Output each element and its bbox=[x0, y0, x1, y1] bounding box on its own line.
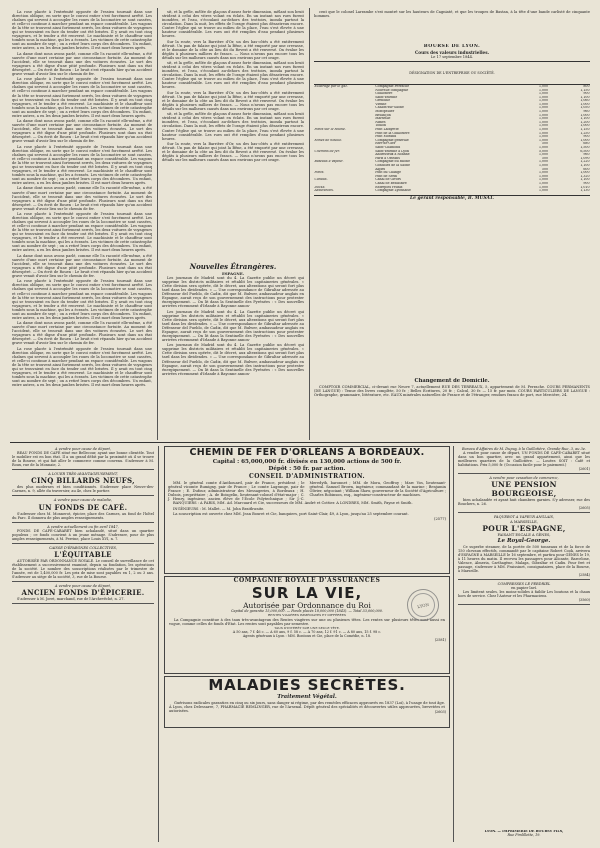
column-rule bbox=[453, 446, 454, 842]
row-category: Chemins de fer. bbox=[314, 149, 340, 153]
ad-title: COMPRESSES LE PERDRIEL bbox=[497, 581, 551, 586]
column-rule bbox=[158, 446, 159, 842]
row-price: 1,150 bbox=[580, 128, 590, 132]
section-rule bbox=[10, 442, 590, 443]
ad-title: CAISSE D'ÉPARGNES COLLECTIVES, bbox=[48, 545, 118, 550]
exchange-row bbox=[314, 189, 590, 193]
row-nominal: 1,000 bbox=[538, 110, 549, 114]
row-price: 1,000 bbox=[580, 102, 590, 106]
foreign-news-subhead: ESPAGNE. bbox=[221, 271, 245, 276]
row-company: Pont Morand bbox=[375, 135, 397, 139]
ad-number: (2601) bbox=[578, 467, 590, 472]
row-price: 900 bbox=[583, 92, 590, 96]
left-advertisements bbox=[12, 446, 154, 842]
article-column-3 bbox=[314, 10, 590, 34]
row-price: 680 bbox=[583, 142, 590, 146]
row-price: 6,500 bbox=[580, 149, 590, 153]
article-text: Les journaux de Madrid sont du 4. La Gazette publie un décret qui supprime les districts militaires et rétablit les capitaineries générales. « Cette division sera opérée, dit le décret, aux alterations qui seront fort plus tard dans les dividendes. » — Une correspondance de Gibraltar adressée au Défenseur del Pueblo, de Cadix, dit que M. Bulwer, ambassadeur anglais en Espagne, aurait reçu de son gouvernement des instructions pour protester énergiquement. — On lit dans la Sentinelle des Pyrénées : « Des nouvelles arrivées récemment d'Irlande à Bayonne annon- bbox=[162, 276, 304, 309]
insurance-advertisement bbox=[164, 576, 450, 674]
row-company: Canal de Beaucaire bbox=[375, 181, 407, 185]
exchange-rows bbox=[314, 85, 590, 193]
ad-title: A vendre pour cause de départ, bbox=[55, 447, 111, 451]
ad-subtitle: A MARSEILLE, bbox=[510, 519, 538, 524]
row-nominal: 1,000 bbox=[538, 146, 549, 149]
row-price: 1,320 bbox=[580, 174, 590, 178]
insurance-text: La Compagnie constitue à des taux très-avantageux des Rentes viagères sur une ou plusieurs têtes. Les rentes sur plusieurs têtes sont aussi en vogue, comme celles de fonds d'Etat. Les rentes sont payables par semestre. bbox=[169, 617, 445, 626]
insurance-title: SUR LA VIE, bbox=[251, 584, 363, 602]
row-price: 1,200 bbox=[580, 120, 590, 124]
row-nominal: 1,000 bbox=[538, 160, 549, 164]
column-rule bbox=[309, 8, 310, 440]
ad-text: S'adresser chez M. Monnerot, épicier, place des Carmes, au fond de l'hôtel du Parc. Il donnera de plus amples renseignements. bbox=[12, 511, 154, 520]
row-nominal: 1,000 bbox=[538, 181, 549, 185]
stamp-label: LYON bbox=[409, 591, 437, 619]
bankers: BANQUIERS : A PARIS, MM. Ad. Marcuard et Cie, successeurs de MM. André et Cottier. A LONDRES, MM. Smith, Payne et Smith. bbox=[173, 501, 413, 506]
row-company: Montpellier bbox=[375, 110, 395, 114]
row-nominal: 1,000 bbox=[538, 185, 549, 189]
advertisement bbox=[458, 446, 590, 474]
row-price: 1,000 bbox=[580, 171, 590, 175]
exchange-subtitle: Cours des valeurs industrielles. bbox=[414, 49, 490, 55]
rates-title: TAUX D'INTÉRÊT SUR UNE SEULE TÊTE. bbox=[274, 626, 340, 631]
medical-text: Guérisons radicales garanties en cinq ou six jours, sans danger ni régime, par des remèdes efficaces approuvés en 1837 (Loi), à l'usage de tout âge. À Lyon, chez Delessarre, 7, PHARMACIE REMLINGER, rue de l'Arsenal. Dépôt général des spécialités et découvertes utiles approuvées, brevetées et autorisées. bbox=[169, 701, 445, 714]
ad-subtitle: en papier laví. bbox=[510, 585, 538, 590]
row-company: Andrézieux à Roanne bbox=[375, 153, 410, 157]
row-nominal: 5,000 bbox=[538, 149, 549, 153]
row-nominal: 1,000 bbox=[538, 88, 549, 92]
row-nominal: 1,000 bbox=[538, 106, 549, 110]
rates: A 50 ans, 7 f. 46 c. — A 60 ans, 9 f. 58 c. — A 70 ans, 12 f. 91 c. — A 80 ans, 15 f. 98 c. bbox=[232, 630, 382, 635]
imprint-line-1: LYON. — IMPRIMERIE DE BOURSY FILS, bbox=[484, 830, 564, 833]
row-price: 1,100 bbox=[580, 178, 590, 182]
medical-subtitle: Traitement Végétal. bbox=[277, 694, 337, 700]
row-company: Canal de Givors bbox=[375, 178, 401, 182]
row-nominal: 1,000 bbox=[538, 163, 549, 167]
ad-headline: UN FONDS DE CAFÉ. bbox=[38, 502, 128, 512]
article-text: Sur la route, vers la Barrière d'Or, un des bas-côtés a été entièrement détruit. Un pan de falaise qui joint la Bêne, a été emporté par une crevasse, et le domaine de la côte au lieu dit du Revest a été renversé. On évalue les dégâts à plusieurs milliers de francs. — Nous n'avons pas encore tous les détails sur les malheurs causés dans nos environs par cet orage. bbox=[162, 90, 304, 111]
row-price: 960 bbox=[583, 153, 590, 157]
row-price: 960 bbox=[583, 110, 590, 114]
row-company: Guillotière bbox=[375, 92, 393, 96]
ad-headline: POUR L'ESPAGNE, bbox=[482, 524, 566, 534]
row-company: Vienne bbox=[375, 102, 387, 106]
row-nominal: 1,000 bbox=[538, 135, 549, 139]
row-category: Canaux. bbox=[314, 178, 328, 182]
article-text: sit, et la grêle, mêlée de glaçons d'assez forte dimension, mêlant son bruit strident à celui des vitres volant en éclats. En un instant nos rues furent inondées, et l'eau, s'écoulant au-dehors des trottoirs, inonda partout la circulation. Dans la nuit, les effets de l'orage étaient plus désastreux encore. Contre l'église qui se trouve au milieu de la place, l'eau s'est élevée à une hauteur considérable. Les rues ont été remplies d'eau pendant plusieurs heures. bbox=[162, 61, 304, 90]
row-company: Pont de Serin bbox=[375, 174, 398, 178]
ad-number: (2584) bbox=[578, 572, 590, 577]
article-text: La rose placée à l'extrémité opposée de l'essieu tournait dans une direction oblique, en sorte que le convoi entier s'est forcément arrêté. Les chaînes qui servent à accoupler les roues de la locomotive se sont cassées, et celle-ci continue à marcher pendant un espace considérable. Les wagons de la tête se trouvent ainsi fortement serrés, les deux voitures de voyageurs qui se trouvaient en face du tender ont été brisées. Il y avait en tout cinq voyageurs, et le tender a été renversé. Le machiniste et le chauffeur sont tombés sous la machine, qui les a écrasés. Les victimes de cette catastrophe sont au nombre de sept ; on a retiré leurs corps des décombres. Un enfant, entre autres, a eu les deux jambes brisées. Il est mort deux heures après. bbox=[12, 77, 152, 118]
article-text: La dame dont nous avons parlé, comme elle l'a raconté elle-même, a été sauvée d'une mort certaine par une circonstance fortuite. Au moment de l'accident, elle se trouvait dans une des voitures écrasées. Le sort des voyageurs a été digne d'une pitié profonde. Plusieurs sont dans un état désespéré. — On écrit de Rouen : Le bruit s'est répandu hier qu'un accident grave venait d'avoir lieu sur le chemin de fer. bbox=[12, 321, 152, 346]
row-price: 1,500 bbox=[580, 146, 590, 149]
insurance-agent: Agents généraux à Lyon : MM. Bontoux et Cie, place de la Comédie, n. 18. bbox=[242, 634, 372, 639]
advertisement bbox=[458, 581, 590, 606]
row-nominal: 1,000 bbox=[538, 128, 549, 132]
row-company: Gondoles de la Saône bbox=[375, 163, 411, 167]
row-price: 600 bbox=[583, 167, 590, 171]
row-price: 1,060 bbox=[580, 99, 590, 103]
row-nominal: 1,000 bbox=[538, 124, 549, 128]
advertisement bbox=[12, 446, 154, 470]
ad-number: (2581) bbox=[434, 637, 446, 642]
ad-text: Les limitent seules, les moins-solides à faiblir Les boutons et la chaux hors de service. Chez l'Auteur et les Pharmaciens. bbox=[458, 590, 590, 599]
row-company: Compagnie générale bbox=[375, 138, 409, 142]
stock-exchange-table bbox=[314, 44, 590, 370]
row-company: Pont de la Guillotière bbox=[375, 131, 410, 135]
ad-headline: UNE PENSION BOURGEOISE, bbox=[491, 480, 557, 499]
ad-number: (2577) bbox=[434, 517, 446, 522]
article-text: Les journaux de Madrid sont du 4. La Gazette publie un décret qui supprime les districts militaires et rétablit les capitaineries générales. « Cette division sera opérée, dit le décret, aux alterations qui seront fort plus tard dans les dividendes. » — Une correspondance de Gibraltar adressée au Défenseur del Pueblo, de Cadix, dit que M. Bulwer, ambassadeur anglais en Espagne, aurait reçu de son gouvernement des instructions pour protester énergiquement. — On lit dans la Sentinelle des Pyrénées : « Des nouvelles arrivées récemment d'Irlande à Bayonne annon- bbox=[162, 343, 304, 376]
row-company: Saint-Étienne bbox=[375, 95, 398, 99]
railway-capital: Capital : 65,000,000 fr. divisés en 130,000 actions de 500 fr. bbox=[212, 459, 402, 465]
domicile-title: Changement de Domicile. bbox=[414, 378, 490, 384]
council-heading: CONSEIL D'ADMINISTRATION. bbox=[249, 473, 365, 480]
ad-text: S'adresser à M. Joret, marchand, rue de l'Archevêché, n. 27. bbox=[17, 597, 125, 602]
ad-ship-name: Le Royal-George. bbox=[497, 537, 551, 544]
engineers: INGÉNIEURS : M. Mallet. — M. John Braithwaite. bbox=[173, 506, 265, 511]
ad-number: (3560) bbox=[578, 598, 590, 603]
ad-text: Ce superbe steamer, de la portée de 500 tonneaux et de la force de 150 chevaux effectifs, commandé par le capitaine Robert Cook, arrivera d'ESPAGNE à MARSEILLE le 16 septembre, et partira pour GÈNES le 19, à 11 heures du matin. Il recevra les passagers pour Alicante, Barcelone, Valence, Almeria, Carthagène, Malaga, Gibraltar et Cadix. Pour fret et passage, s'adresser à MM. Fraissinet, consignataires, place de la Bourse, à Marseille. bbox=[458, 544, 590, 573]
ad-text: FONDS DE CAFÉ-CABARET bien achalandé, situé dans un quartier populeux ; ce fonds convient à un jeune ménage. S'adresser, pour de plus amples renseignements, à M. Perrine, place Louis XVI, n. 7. bbox=[12, 528, 154, 541]
ad-headline: ANCIEN FONDS D'ÉPICERIE. bbox=[21, 588, 145, 598]
advertisement bbox=[12, 545, 154, 582]
row-company: Grenoble bbox=[375, 99, 391, 103]
article-text: Sur la route, vers la Barrière d'Or, un des bas-côtés a été entièrement détruit. Un pan de falaise qui joint la Bêne, a été emporté par une crevasse, et le domaine de la côte au lieu dit du Revest a été renversé. On évalue les dégâts à plusieurs milliers de francs. — Nous n'avons pas encore tous les détails sur les malheurs causés dans nos environs par cet orage. bbox=[162, 39, 304, 60]
row-company: Pont du Change bbox=[375, 171, 401, 175]
article-text: La dame dont nous avons parlé, comme elle l'a raconté elle-même, a été sauvée d'une mort certaine par une circonstance fortuite. Au moment de l'accident, elle se trouvait dans une des voitures écrasées. Le sort des voyageurs a été digne d'une pitié profonde. Plusieurs sont dans un état désespéré. — On écrit de Rouen : Le bruit s'est répandu hier qu'un accident grave venait d'avoir lieu sur le chemin de fer. bbox=[12, 186, 152, 211]
ad-title: A vendre pour cause de départ, bbox=[55, 584, 111, 589]
row-price: 1,050 bbox=[580, 106, 590, 110]
row-price: 1,130 bbox=[580, 189, 590, 193]
exchange-date: Le 17 septembre 1844. bbox=[430, 54, 474, 59]
row-nominal: 1,000 bbox=[538, 153, 549, 157]
row-price: 1,100 bbox=[580, 163, 590, 167]
advertisement bbox=[12, 497, 154, 522]
foreign-news-title: Nouvelles Étrangères. bbox=[189, 262, 277, 271]
row-price: 1,010 bbox=[580, 185, 590, 189]
row-price: 1,100 bbox=[580, 117, 590, 121]
row-price: 900 bbox=[583, 181, 590, 185]
article-text: La rose placée à l'extrémité opposée de l'essieu tournait dans une direction oblique, en sorte que le convoi entier s'est forcément arrêté. Les chaînes qui servent à accoupler les roues de la locomotive se sont cassées, et celle-ci continue à marcher pendant un espace considérable. Les wagons de la tête se trouvent ainsi fortement serrés, les deux voitures de voyageurs qui se trouvaient en face du tender ont été brisées. Il y avait en tout cinq voyageurs, et le tender a été renversé. Le machiniste et le chauffeur sont tombés sous la machine, qui les a écrasés. Les victimes de cette catastrophe sont au nombre de sept ; on a retiré leurs corps des décombres. Un enfant, entre autres, a eu les deux jambes brisées. Il est mort deux heures après. bbox=[12, 144, 152, 186]
medical-title: MALADIES SECRÈTES. bbox=[208, 676, 406, 694]
row-category: Bateaux à vapeur. bbox=[314, 160, 344, 164]
row-category: Docks. bbox=[314, 185, 326, 189]
ad-headline: CINQ BILLARDS NEUFS, bbox=[31, 476, 135, 486]
row-company: Saint-Étienne à Lyon bbox=[375, 149, 409, 153]
row-price: 1,000 bbox=[580, 113, 590, 117]
domicile-text: COMPTOIR COMMERCIAL, ci-devant rue Neuve 7, actuellement RUE DES TERREAUX, 5, appartement de M. Perrache. COURS PERMANENTS (DE LANGUE) : Tenue des livres complète, 50 fr. ; Belles Écritures, 20 fr. ; Calcul, 30 fr. — 15 fr. par mois. COURS PARTICULIERS DE LANGUE : Orthographe, grammaire, littérature, etc. EAUX minérales naturelles de France et de l'étranger, rendues franco de port, rue Mercière, 24. bbox=[314, 385, 590, 398]
insurance-company: COMPAGNIE ROYALE D'ASSURANCES bbox=[233, 577, 381, 584]
row-company: Nîmes bbox=[375, 120, 386, 124]
article-text: La dame dont nous avons parlé, comme elle l'a raconté elle-même, a été sauvée d'une mort certaine par une circonstance fortuite. Au moment de l'accident, elle se trouvait dans une des voitures écrasées. Le sort des voyageurs a été digne d'une pitié profonde. Plusieurs sont dans un état désespéré. — On écrit de Rouen : Le bruit s'est répandu hier qu'un accident grave venait d'avoir lieu sur le chemin de fer. bbox=[12, 51, 152, 76]
article-text: La rose placée à l'extrémité opposée de l'essieu tournait dans une direction oblique, en sorte que le convoi entier s'est forcément arrêté. Les chaînes qui servent à accoupler les roues de la locomotive se sont cassées, et celle-ci continue à marcher pendant un espace considérable. Les wagons de la tête se trouvent ainsi fortement serrés, les deux voitures de voyageurs qui se trouvaient en face du tender ont été brisées. Il y avait en tout cinq voyageurs, et le tender a été renversé. Le machiniste et le chauffeur sont tombés sous la machine, qui les a écrasés. Les victimes de cette catastrophe sont au nombre de sept ; on a retiré leurs corps des décombres. Un enfant, entre autres, a eu les deux jambes brisées. Il est mort deux heures après. bbox=[12, 212, 152, 253]
row-nominal: 1,000 bbox=[538, 102, 549, 106]
row-nominal: 1,000 bbox=[538, 99, 549, 103]
ad-text: bien achalandée et ayant huit chambres garnies. S'y adresser, rue des Bouchers, n. 26. bbox=[458, 498, 590, 507]
row-nominal: 500 bbox=[542, 156, 549, 160]
ad-text: BEAU FONDS DE CAFÉ situé rue Bellecour, ayant une bonne clientèle. Tout le mobilier est en bon état. Il a un grand débit par la proximité où il se trouve de la Bourse, et qui fait aller le commerce comme convenu. S'adresser à M. Roux, rue de la Monnaie, 2. bbox=[12, 451, 154, 468]
row-company: Compagnie Lyonnaise bbox=[375, 189, 411, 193]
advertisement bbox=[458, 475, 590, 513]
foreign-news bbox=[162, 262, 304, 438]
domicile-notice bbox=[314, 378, 590, 440]
row-nominal: 1,000 bbox=[538, 113, 549, 117]
railway-advertisement bbox=[164, 446, 450, 574]
row-nominal: 1,000 bbox=[538, 138, 549, 142]
row-category: Assurances. bbox=[314, 189, 334, 193]
row-nominal: 1,000 bbox=[538, 178, 549, 182]
ad-title: Bureau d'Affaires de M. Dupuy, à la Guillotière, Grande-Rue, 3, au 3e. bbox=[461, 447, 587, 451]
article-text: Sur la route, vers la Barrière d'Or, un des bas-côtés a été entièrement détruit. Un pan de falaise qui joint la Bêne, a été emporté par une crevasse, et le domaine de la côte au lieu dit du Revest a été renversé. On évalue les dégâts à plusieurs milliers de francs. — Nous n'avons pas encore tous les détails sur les malheurs causés dans nos environs par cet orage. bbox=[162, 141, 304, 163]
table-header bbox=[314, 61, 590, 85]
exchange-title: BOURSE DE LYON. bbox=[423, 44, 481, 49]
ad-title: A LOUER TRÈS-AVANTAGEUSEMENT, bbox=[48, 472, 118, 477]
article-text: La dame dont nous avons parlé, comme elle l'a raconté elle-même, a été sauvée d'une mort certaine par une circonstance fortuite. Au moment de l'accident, elle se trouvait dans une des voitures écrasées. Le sort des voyageurs a été digne d'une pitié profonde. Plusieurs sont dans un état désespéré. — On écrit de Rouen : Le bruit s'est répandu hier qu'un accident grave venait d'avoir lieu sur le chemin de fer. bbox=[12, 253, 152, 279]
row-nominal: 1,000 bbox=[538, 95, 549, 99]
article-text: La rose placée à l'extrémité opposée de l'essieu tournait dans une direction oblique, en sorte que le convoi entier s'est forcément arrêté. Les chaînes qui servent à accoupler les roues de la locomotive se sont cassées, et celle-ci continue à marcher pendant un espace considérable. Les wagons de la tête se trouvent ainsi fortement serrés, les deux voitures de voyageurs qui se trouvaient en face du tender ont été brisées. Il y avait en tout cinq voyageurs, et le tender a été renversé. Le machiniste et le chauffeur sont tombés sous la machine, qui les a écrasés. Les victimes de cette catastrophe sont au nombre de sept ; on a retiré leurs corps des décombres. Un enfant, entre autres, a eu les deux jambes brisées. Il est mort deux heures après. bbox=[12, 10, 152, 51]
advertisement bbox=[12, 524, 154, 544]
row-company: Rive-de-Gier bbox=[375, 142, 396, 146]
row-nominal: 1,000 bbox=[538, 131, 549, 135]
ad-title: A vendre actuellement ou fin avril 1847, bbox=[47, 524, 119, 529]
insurance-capital: Capital de garantie 15,000,000. — Fonds placés 18,000,000 (1843). — Total 33,000,000. bbox=[230, 609, 384, 613]
subscription: La souscription est ouverte chez MM. Jean Bouret et Cie, banquiers, port Saint-Clair, 49, à Lyon, jusqu'au 25 septembre courant. bbox=[173, 511, 409, 516]
article-text: La rose placée à l'extrémité opposée de l'essieu tournait dans une direction oblique, en sorte que le convoi entier s'est forcément arrêté. Les chaînes qui servent à accoupler les roues de la locomotive se sont cassées, et celle-ci continue à marcher pendant un espace considérable. Les wagons de la tête se trouvent ainsi fortement serrés, les deux voitures de voyageurs qui se trouvaient en face du tender ont été brisées. Il y avait en tout cinq voyageurs, et le tender a été renversé. Le machiniste et le chauffeur sont tombés sous la machine, qui les a écrasés. Les victimes de cette catastrophe sont au nombre de sept ; on a retiré leurs corps des décombres. Un enfant, entre autres, a eu les deux jambes brisées. Il est mort deux heures après. bbox=[12, 346, 152, 388]
row-price: 1,150 bbox=[580, 88, 590, 92]
row-company: Saint-Chamond bbox=[375, 146, 401, 149]
article-text: cent que le colonel Larrambe s'est montré sur les hauteurs de Cagniaté, et que les troupes de Bastan, à la tête d'une bande carlisté de cinquante hommes. bbox=[314, 10, 590, 19]
column-rule bbox=[157, 8, 158, 440]
row-nominal: 1,000 bbox=[538, 174, 549, 178]
ad-text: AUTORISÉE PAR ORDONNANCE ROYALE. Le conseil de surveillance de cet établissement a successivement examiné, depuis sa fondation, les opérations de la société. Le nombre des souscriptions réalisées par le trimestre de l'année, est de 1,400,000 fr. Les prix de mise sont payables en 1, 2 ou 3 ans. S'adresser au siège de la société, 3, rue de la Bourse. bbox=[12, 559, 154, 580]
article-column-1 bbox=[12, 10, 152, 438]
advertisement bbox=[458, 514, 590, 579]
row-company: Entrepôts réunis bbox=[375, 185, 403, 189]
row-price: 1,250 bbox=[580, 131, 590, 135]
row-nominal: 1,000 bbox=[538, 84, 549, 88]
insurance-rentes: RENTES VIAGÈRES IMMÉDIATES ET DIFFÉRÉES bbox=[268, 612, 346, 617]
ad-title: A vendre pour cessation de commerce, bbox=[489, 476, 559, 481]
ad-headline: L'ÉQUITABLE bbox=[54, 550, 112, 560]
row-price: 1,000 bbox=[580, 138, 590, 142]
row-company: Besançon bbox=[375, 113, 391, 117]
row-nominal: 500 bbox=[542, 142, 549, 146]
row-company: Toulon bbox=[375, 124, 387, 128]
row-company: Nouvelle compagnie bbox=[375, 88, 409, 92]
row-company: Chalon-sur-Saône bbox=[375, 106, 404, 110]
row-nominal: 1,000 bbox=[538, 171, 549, 175]
ad-number: (2605) bbox=[578, 506, 590, 511]
ad-title: PAQUEBOT A VAPEUR ANGLAIS, bbox=[494, 515, 554, 520]
medical-advertisement bbox=[164, 676, 450, 728]
article-text: Les journaux de Madrid sont du 4. La Gazette publie un décret qui supprime les districts militaires et rétablit les capitaineries générales. « Cette division sera opérée, dit le décret, aux alterations qui seront fort plus tard dans les dividendes. » — Une correspondance de Gibraltar adressée au Défenseur del Pueblo, de Cadix, dit que M. Bulwer, ambassadeur anglais en Espagne, aurait reçu de son gouvernement des instructions pour protester énergiquement. — On lit dans la Sentinelle des Pyrénées : « Des nouvelles arrivées récemment d'Irlande à Bayonne annon- bbox=[162, 309, 304, 342]
row-price: 1,000 bbox=[580, 124, 590, 128]
row-nominal: 1,000 bbox=[538, 92, 549, 96]
row-price: 800 bbox=[583, 84, 590, 88]
council-members: MM. le général comte d'Anthouard, pair de France, président ; le général vicomte Rumigny, pair de France ; Le comte Lagrange, pair de France ; E. Dufour, administrateur des Messageries, à Bordeaux ; H. Dubois, propriétaire ; A. de Boisgelin, lieutenant-colonel d'état-major ; C. J. Henry, ingénieur, ancien élève de l'École Polytechnique ; Sir J.-C. Meredyth, baronnet ; MM. de Mora, Geoffroy ; Marc Vos, lieutenant-général. Samuel Brown, ingénieur, commandant de la marine ; Benjamin Olivier, négociant ; William Shaw, gouverneur de la Société d'Agriculture ; Charles Robinson, esq., ingénieur-constructeur de machines. bbox=[168, 481, 446, 502]
row-category: Éclairage par le gaz. bbox=[314, 84, 348, 88]
advertisement bbox=[12, 583, 154, 604]
imprint-line-2: Rue Pimlillette, 19. bbox=[507, 832, 541, 837]
row-category: Mines de houille. bbox=[314, 138, 343, 142]
article-text: La rose placée à l'extrémité opposée de l'essieu tournait dans une direction oblique, en sorte que le convoi entier s'est forcément arrêté. Les chaînes qui servent à accoupler les roues de la locomotive se sont cassées, et celle-ci continue à marcher pendant un espace considérable. Les wagons de la tête se trouvent ainsi fortement serrés, les deux voitures de voyageurs qui se trouvaient en face du tender ont été brisées. Il y avait en tout cinq voyageurs, et le tender a été renversé. Le machiniste et le chauffeur sont tombés sous la machine, qui les a écrasés. Les victimes de cette catastrophe sont au nombre de sept ; on a retiré leurs corps des décombres. Un enfant, entre autres, a eu les deux jambes brisées. Il est mort deux heures après. bbox=[12, 279, 152, 320]
row-category: Ponts. bbox=[314, 171, 325, 175]
table-column-header: DÉSIGNATION DE L'ENTREPRISE OU SOCIÉTÉ. bbox=[409, 70, 495, 75]
row-company: Aigles bbox=[375, 167, 386, 171]
row-company: Compagnie Perrache bbox=[375, 84, 410, 88]
ad-text: A vendre pour cause de départ, UN FONDS DE CAFÉ-CABARET situé dans un bon quartier, avec un grand appartement, ainsi que les meilleures quartiers de la Guillotière. — Louées SOIT : Café et habitations. Prix 5,000 fr. (Occasion facile pour le paiement.) bbox=[458, 451, 590, 468]
exchange-footer: Le gérant responsable, B. MUSAT. bbox=[314, 195, 590, 202]
ad-number: (2603) bbox=[434, 710, 446, 715]
row-price: 1,100 bbox=[580, 95, 590, 99]
row-price: 900 bbox=[583, 135, 590, 139]
ad-title: A vendre pour cause de maladie, bbox=[53, 498, 113, 503]
railway-deposit: Dépôt : 50 fr. par action. bbox=[268, 466, 346, 472]
row-company: Compagnie du Rhône bbox=[375, 160, 410, 164]
article-text: sit, et la grêle, mêlée de glaçons d'assez forte dimension, mêlant son bruit strident à celui des vitres volant en éclats. En un instant nos rues furent inondées, et l'eau, s'écoulant au-dehors des trottoirs, inonda partout la circulation. Dans la nuit, les effets de l'orage étaient plus désastreux encore. Contre l'église qui se trouve au milieu de la place, l'eau s'est élevée à une hauteur considérable. Les rues ont été remplies d'eau pendant plusieurs heures. bbox=[162, 112, 304, 141]
ad-text: des plus modernes et bien conditionnés. S'adresser place Neuve-des-Carmes, n. 9, allée du traversier, au 4e, chez le portier. bbox=[12, 485, 154, 494]
advertisement bbox=[12, 471, 154, 496]
row-category: Ponts sur le Rhône. bbox=[314, 128, 346, 132]
row-nominal: 1,000 bbox=[538, 189, 549, 193]
article-text: sit, et la grêle, mêlée de glaçons d'assez forte dimension, mêlant son bruit strident à celui des vitres volant en éclats. En un instant nos rues furent inondées, et l'eau, s'écoulant au-dehors des trottoirs, inonda partout la circulation. Dans la nuit, les effets de l'orage étaient plus désastreux encore. Contre l'église qui se trouve au milieu de la place, l'eau s'est élevée à une hauteur considérable. Les rues ont été remplies d'eau pendant plusieurs heures. bbox=[162, 10, 304, 39]
row-company: Pont Lafayette bbox=[375, 128, 399, 132]
ad-subtitle: FAISANT ESCALE A GÈNES, bbox=[497, 533, 551, 538]
row-company: Marseille bbox=[375, 117, 391, 121]
row-price: 1,090 bbox=[580, 156, 590, 160]
row-nominal: 1,000 bbox=[538, 120, 549, 124]
row-company: Paris à Orléans bbox=[375, 156, 400, 160]
row-nominal: 500 bbox=[542, 167, 549, 171]
article-column-2 bbox=[162, 10, 304, 258]
row-nominal: 1,000 bbox=[538, 117, 549, 121]
insurance-subtitle: Autorisée par Ordonnance du Roi bbox=[243, 601, 371, 610]
railway-title: CHEMIN DE FER D'ORLÉANS A BORDEAUX. bbox=[189, 447, 425, 458]
right-advertisements bbox=[458, 446, 590, 828]
imprint bbox=[458, 830, 590, 844]
row-price: 1,220 bbox=[580, 160, 590, 164]
article-text: La dame dont nous avons parlé, comme elle l'a raconté elle-même, a été sauvée d'une mort certaine par une circonstance fortuite. Au moment de l'accident, elle se trouvait dans une des voitures écrasées. Le sort des voyageurs a été digne d'une pitié profonde. Plusieurs sont dans un état désespéré. — On écrit de Rouen : Le bruit s'est répandu hier qu'un accident grave venait d'avoir lieu sur le chemin de fer. bbox=[12, 119, 152, 144]
